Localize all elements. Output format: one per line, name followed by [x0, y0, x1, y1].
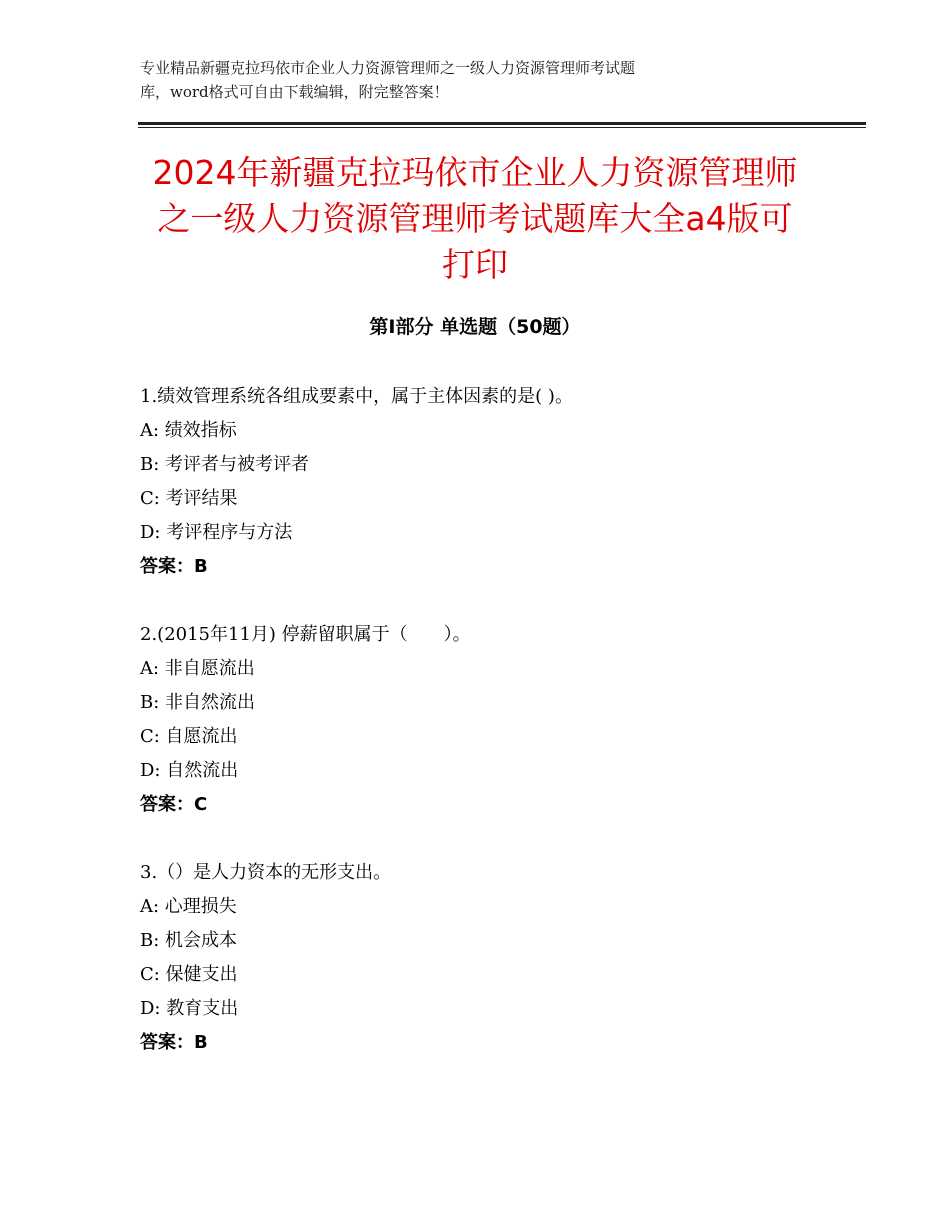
option-a: A: 心理损失 [140, 896, 237, 917]
question-stem: 2.(2015年11月) 停薪留职属于（ ）。 [140, 624, 471, 645]
document-title-line-3: 打印 [442, 245, 508, 284]
question-stem: 3.（）是人力资本的无形支出。 [140, 862, 392, 883]
option-c: C: 保健支出 [140, 964, 238, 985]
question-1 [140, 380, 840, 584]
section-title: 第Ⅰ部分 单选题（50题） [369, 316, 581, 338]
question-2 [140, 618, 840, 822]
header-divider-thin [138, 127, 866, 128]
header-note-line-2: 库，word格式可自由下载编辑，附完整答案！ [140, 83, 449, 101]
document-title-line-2: 之一级人力资源管理师考试题库大全a4版可 [157, 199, 793, 238]
option-c: C: 自愿流出 [140, 726, 238, 747]
question-list [140, 380, 840, 1094]
option-b: B: 考评者与被考评者 [140, 454, 310, 475]
option-c: C: 考评结果 [140, 488, 238, 509]
answer-line: 答案：C [140, 794, 208, 815]
option-b: B: 机会成本 [140, 930, 238, 951]
option-d: D: 考评程序与方法 [140, 522, 293, 543]
document-title-line-1: 2024年新疆克拉玛依市企业人力资源管理师 [152, 153, 798, 192]
option-a: A: 绩效指标 [140, 420, 237, 441]
option-a: A: 非自愿流出 [140, 658, 255, 679]
question-3 [140, 856, 840, 1060]
answer-line: 答案：B [140, 556, 208, 577]
header-note-line-1: 专业精品新疆克拉玛依市企业人力资源管理师之一级人力资源管理师考试题 [140, 59, 636, 77]
document-title [120, 150, 830, 288]
question-stem: 1.绩效管理系统各组成要素中，属于主体因素的是( )。 [140, 386, 573, 407]
option-d: D: 教育支出 [140, 998, 239, 1019]
answer-line: 答案：B [140, 1032, 208, 1053]
option-d: D: 自然流出 [140, 760, 239, 781]
header-divider-thick [138, 122, 866, 125]
option-b: B: 非自然流出 [140, 692, 256, 713]
header-note [140, 56, 780, 104]
